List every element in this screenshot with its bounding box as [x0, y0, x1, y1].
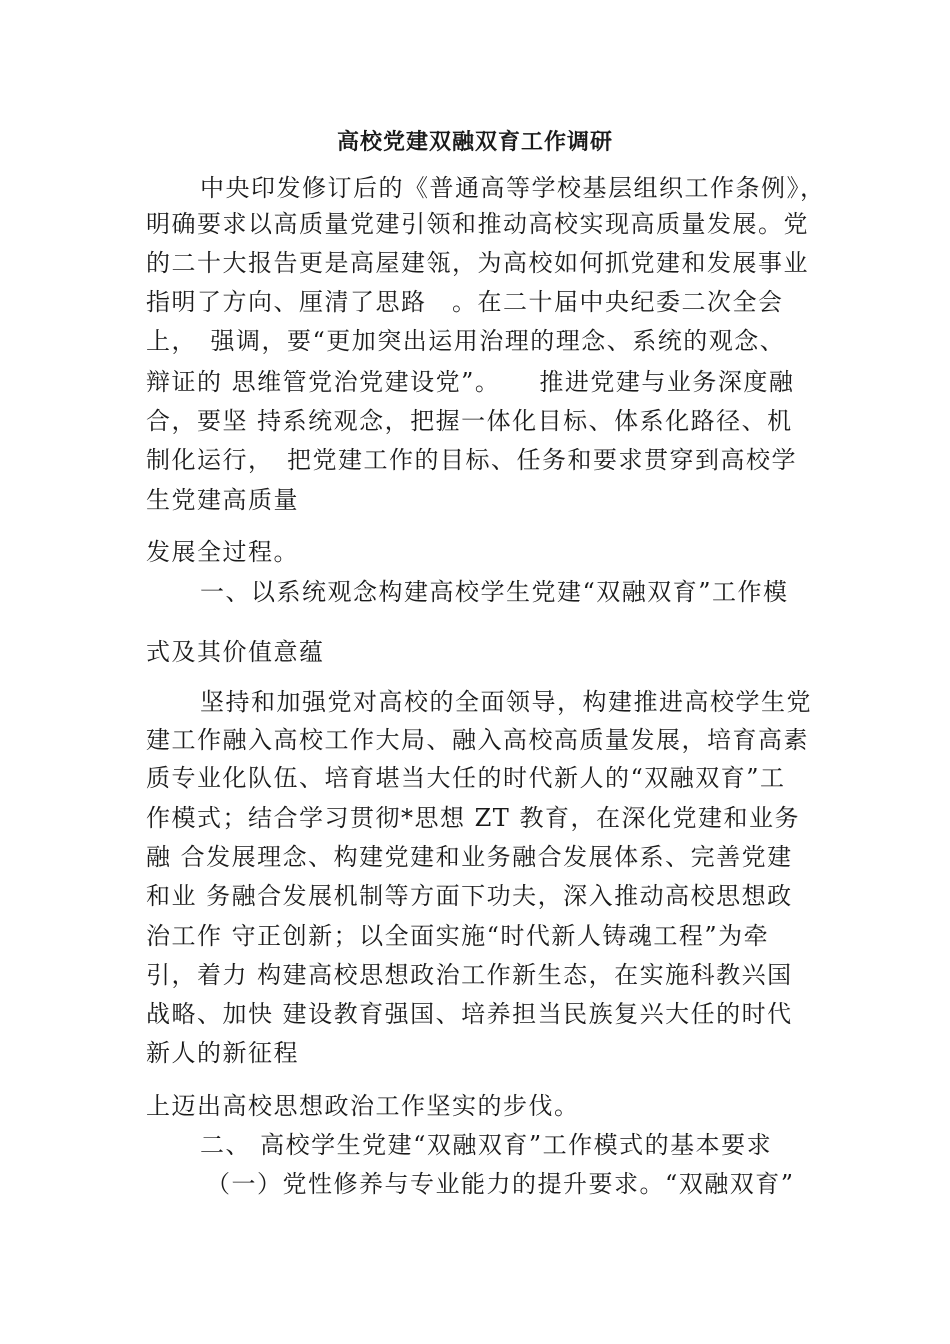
section-heading: 式及其价值意蕴: [146, 638, 325, 666]
body-line: 治工作 守正创新；以全面实施“时代新人铸魂工程”为牵: [146, 922, 770, 950]
body-line: 指明了方向、厘清了思路 。在二十届中央纪委二次全会: [146, 288, 784, 316]
body-line: 和业 务融合发展机制等方面下功夫，深入推动高校思想政: [146, 882, 793, 910]
body-line: 引，着力 构建高校思想政治工作新生态，在实施科教兴国: [146, 961, 793, 989]
body-line: 上， 强调，要“更加突出运用治理的理念、系统的观念、: [146, 327, 786, 355]
body-line: 发展全过程。: [146, 538, 299, 566]
body-line: 坚持和加强党对高校的全面领导，构建推进高校学生党: [200, 688, 812, 716]
subsection-heading: （一）党性修养与专业能力的提升要求。“双融双育”: [206, 1170, 795, 1198]
body-line: 制化运行， 把党建工作的目标、任务和要求贯穿到高校学: [146, 446, 797, 474]
section-heading: 二、 高校学生党建“双融双育”工作模式的基本要求: [200, 1131, 773, 1159]
body-line: 建工作融入高校工作大局、融入高校高质量发展，培育高素: [146, 726, 809, 754]
body-line: 新人的新征程: [146, 1039, 299, 1067]
body-line: 质专业化队伍、培育堪当大任的时代新人的“双融双育”工: [146, 764, 786, 792]
body-line: 的二十大报告更是高屋建瓴，为高校如何抓党建和发展事业: [146, 249, 809, 277]
body-line: 中央印发修订后的《普通高等学校基层组织工作条例》，: [200, 174, 826, 202]
body-line: 作模式；结合学习贯彻*思想 ZT 教育，在深化党建和业务: [146, 804, 800, 832]
body-line: 明确要求以高质量党建引领和推动高校实现高质量发展。党: [146, 210, 809, 238]
body-line: 生党建高质量: [146, 486, 299, 514]
section-heading: 一、以系统观念构建高校学生党建“双融双育”工作模: [200, 578, 789, 606]
body-line: 辩证的 思维管党治党建设党”。 推进党建与业务深度融: [146, 368, 795, 396]
body-line: 上迈出高校思想政治工作坚实的步伐。: [146, 1092, 580, 1120]
body-line: 战略、加快 建设教育强国、培养担当民族复兴大任的时代: [146, 1000, 793, 1028]
body-line: 合，要坚 持系统观念，把握一体化目标、体系化路径、机: [146, 407, 793, 435]
body-line: 融 合发展理念、构建党建和业务融合发展体系、完善党建: [146, 843, 793, 871]
document-title: 高校党建双融双育工作调研: [336, 129, 613, 155]
